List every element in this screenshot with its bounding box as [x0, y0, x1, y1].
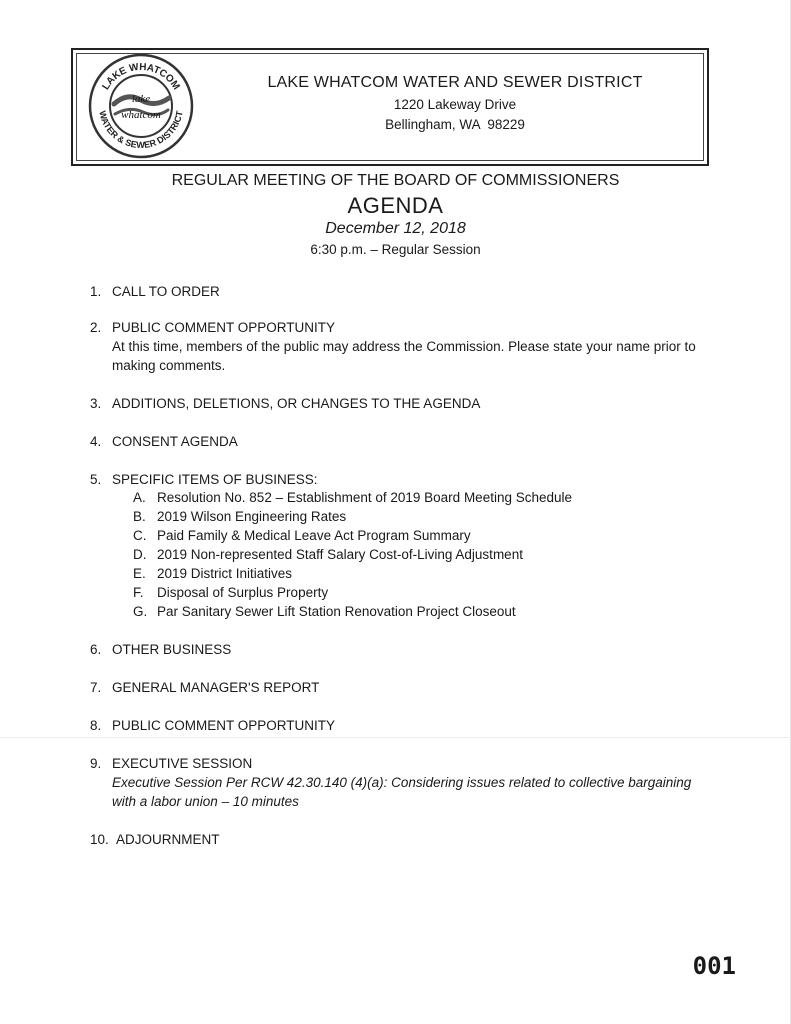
- subitem-b: B. 2019 Wilson Engineering Rates: [133, 509, 347, 524]
- session-time: 6:30 p.m. – Regular Session: [310, 242, 481, 257]
- page-number: 001: [692, 952, 736, 980]
- item-title: PUBLIC COMMENT OPPORTUNITY: [112, 320, 336, 335]
- item-number: 5.: [90, 472, 102, 487]
- item-description: At this time, members of the public may address the Commission. Please state your name prior to making comments.: [112, 339, 696, 373]
- item-title: CALL TO ORDER: [112, 284, 220, 299]
- meeting-title: REGULAR MEETING OF THE BOARD OF COMMISSIONERS: [171, 172, 620, 189]
- item-title: GENERAL MANAGER'S REPORT: [112, 680, 320, 695]
- agenda-item-3: [90, 394, 710, 413]
- item-number: 9.: [90, 756, 102, 771]
- agenda-item-2: [90, 318, 710, 375]
- logo-inner-bottom: whatcom: [121, 109, 161, 121]
- item-description: Executive Session Per RCW 42.30.140 (4)(a): Considering issues related to collective bargaining with a labor union – 10 minutes: [112, 775, 692, 809]
- item-title: ADDITIONS, DELETIONS, OR CHANGES TO THE AGENDA: [112, 396, 481, 411]
- scan-artifact-line: [0, 737, 791, 738]
- item-title: ADJOURNMENT: [116, 832, 220, 847]
- logo-bottom-text: WATER & SEWER DISTRICT: [97, 109, 185, 151]
- item-number: 8.: [90, 718, 102, 733]
- logo-top-text: LAKE WHATCOM: [100, 61, 182, 92]
- item-number: 7.: [90, 680, 102, 695]
- subitem-c: C. Paid Family & Medical Leave Act Program Summary: [133, 528, 471, 543]
- agenda-item-7: [90, 678, 710, 697]
- agenda-item-8: [90, 716, 710, 735]
- agenda-title: AGENDA: [347, 193, 444, 218]
- subitem-e: E. 2019 District Initiatives: [133, 566, 293, 581]
- logo-inner-top: lake: [131, 93, 151, 105]
- item-number: 2.: [90, 320, 102, 335]
- svg-text:LAKE WHATCOM: [100, 62, 181, 92]
- address-street: 1220 Lakeway Drive: [393, 97, 517, 112]
- agenda-item-10: [90, 830, 710, 849]
- item-title: CONSENT AGENDA: [112, 434, 238, 449]
- agenda-item-9: [90, 754, 710, 811]
- business-subitems: [133, 488, 703, 621]
- item-title: EXECUTIVE SESSION: [112, 756, 253, 771]
- item-title: OTHER BUSINESS: [112, 642, 232, 657]
- agenda-item-1: [90, 282, 710, 301]
- agenda-item-5: [90, 470, 710, 489]
- district-name: LAKE WHATCOM WATER AND SEWER DISTRICT: [267, 74, 643, 91]
- district-seal-logo: [87, 52, 195, 160]
- letterhead-text: [203, 74, 707, 132]
- item-number: 4.: [90, 434, 102, 449]
- item-number: 3.: [90, 396, 102, 411]
- subitem-d: D. 2019 Non-represented Staff Salary Cost-of-Living Adjustment: [133, 547, 523, 562]
- item-number: 6.: [90, 642, 102, 657]
- meeting-date: December 12, 2018: [325, 220, 466, 237]
- agenda-item-4: [90, 432, 710, 451]
- item-title: PUBLIC COMMENT OPPORTUNITY: [112, 718, 336, 733]
- subitem-a: A. Resolution No. 852 – Establishment of 2019 Board Meeting Schedule: [133, 490, 573, 505]
- item-number: 1.: [90, 284, 102, 299]
- address-city: Bellingham, WA 98229: [385, 117, 525, 132]
- subitem-g: G. Par Sanitary Sewer Lift Station Renovation Project Closeout: [133, 604, 516, 619]
- subitem-f: F. Disposal of Surplus Property: [133, 585, 329, 600]
- letterhead-box: [71, 48, 709, 166]
- item-number: 10.: [90, 832, 109, 847]
- agenda-item-6: [90, 640, 710, 659]
- item-title: SPECIFIC ITEMS OF BUSINESS:: [112, 472, 318, 487]
